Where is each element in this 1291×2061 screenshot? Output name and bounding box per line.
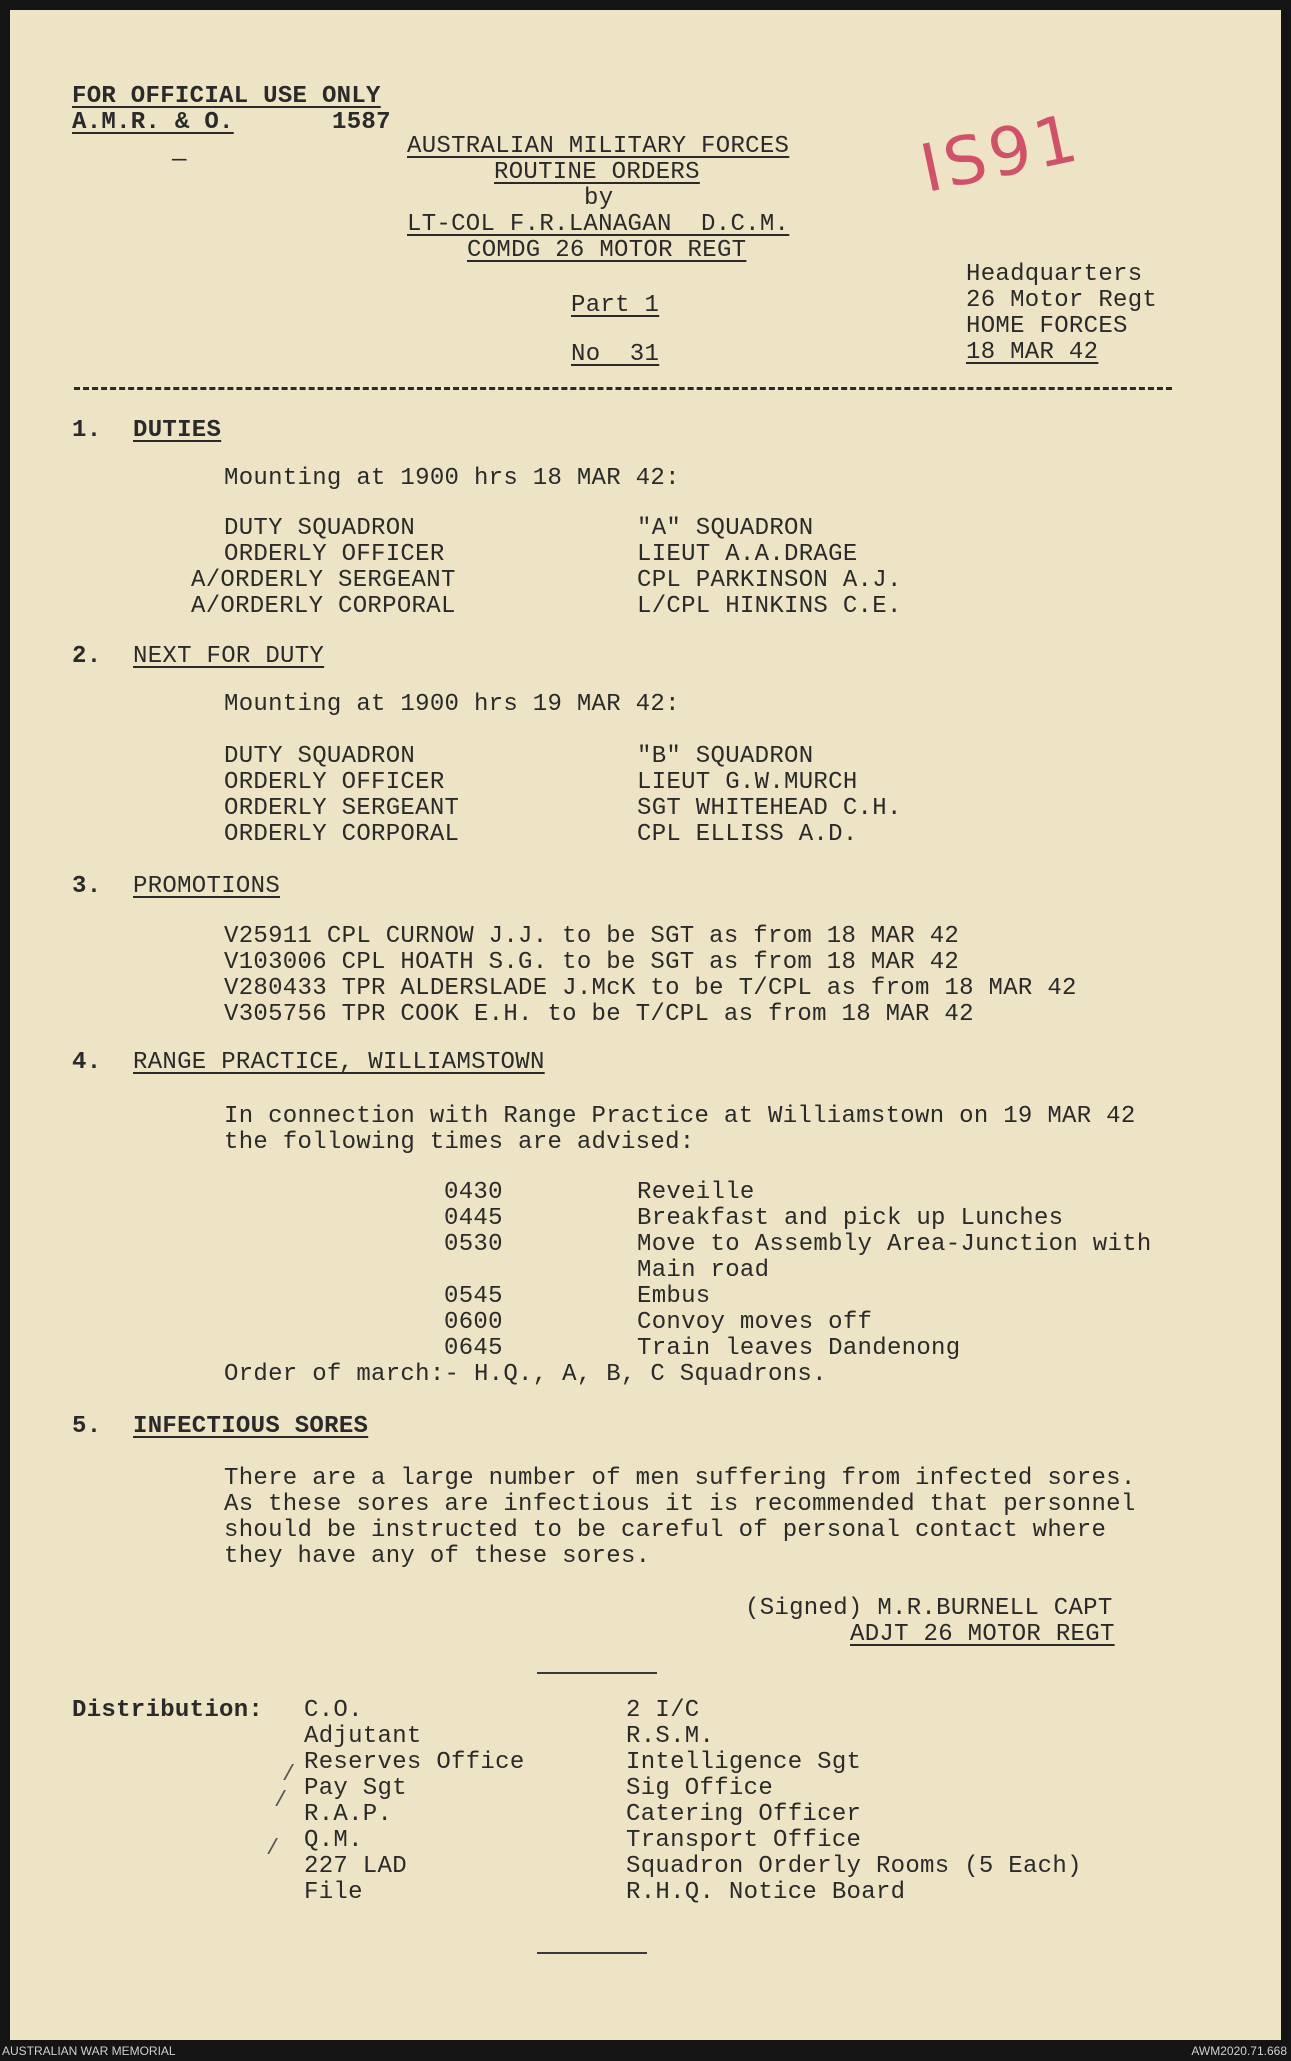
infection-notice-line: There are a large number of men suffering from infected sores. <box>224 1465 1136 1492</box>
distribution-right-item: Intelligence Sgt <box>626 1749 862 1776</box>
distribution-right-item: R.S.M. <box>626 1723 715 1750</box>
schedule-time: 0530 <box>444 1231 503 1258</box>
distribution-left-item: C.O. <box>304 1697 363 1724</box>
schedule-event: Embus <box>637 1283 711 1310</box>
section-1-number: 1. <box>72 417 102 444</box>
by-label: by <box>584 185 614 212</box>
forces-title: AUSTRALIAN MILITARY FORCES <box>407 133 790 160</box>
schedule-event: Move to Assembly Area-Junction with <box>637 1231 1152 1258</box>
section-4-intro: the following times are advised: <box>224 1129 695 1156</box>
schedule-time: 0600 <box>444 1309 503 1336</box>
distribution-left-item: Pay Sgt <box>304 1775 407 1802</box>
section-3-title: PROMOTIONS <box>133 873 281 900</box>
distribution-left-item: Reserves Office <box>304 1749 525 1776</box>
signature-divider <box>537 1672 657 1674</box>
distribution-left-item: Adjutant <box>304 1723 422 1750</box>
distribution-right-item: Squadron Orderly Rooms (5 Each) <box>626 1853 1082 1880</box>
duty-role: A/ORDERLY SERGEANT <box>191 567 456 594</box>
signed-by: (Signed) M.R.BURNELL CAPT <box>745 1595 1113 1622</box>
promotion-line: V103006 CPL HOATH S.G. to be SGT as from 18 MAR 42 <box>224 949 960 976</box>
colonel-name: LT-COL F.R.LANAGAN D.C.M. <box>407 211 790 238</box>
duty-role: ORDERLY CORPORAL <box>224 821 460 848</box>
schedule-event: Convoy moves off <box>637 1309 873 1336</box>
comdg-line: COMDG 26 MOTOR REGT <box>467 237 747 264</box>
march-order: Order of march:- H.Q., A, B, C Squadrons. <box>224 1361 827 1388</box>
official-use-label: FOR OFFICIAL USE ONLY <box>72 83 381 110</box>
duty-role: DUTY SQUADRON <box>224 515 416 542</box>
duty-name: L/CPL HINKINS C.E. <box>637 593 902 620</box>
schedule-event: Breakfast and pick up Lunches <box>637 1205 1064 1232</box>
distribution-right-item: Sig Office <box>626 1775 774 1802</box>
section-2-title: NEXT FOR DUTY <box>133 643 325 670</box>
schedule-event: Reveille <box>637 1179 755 1206</box>
section-4-number: 4. <box>72 1049 102 1076</box>
promotion-line: V305756 TPR COOK E.H. to be T/CPL as from 18 MAR 42 <box>224 1001 974 1028</box>
section-1-title: DUTIES <box>133 417 222 444</box>
schedule-time: 0645 <box>444 1335 503 1362</box>
distribution-label: Distribution: <box>72 1697 264 1724</box>
header-divider <box>74 387 1172 390</box>
hq-date: 18 MAR 42 <box>966 339 1099 366</box>
section-2-intro: Mounting at 1900 hrs 19 MAR 42: <box>224 691 680 718</box>
schedule-event: Train leaves Dandenong <box>637 1335 961 1362</box>
section-2-number: 2. <box>72 643 102 670</box>
infection-notice-line: As these sores are infectious it is recommended that personnel <box>224 1491 1136 1518</box>
distribution-right-item: Catering Officer <box>626 1801 862 1828</box>
signature-title: ADJT 26 MOTOR REGT <box>850 1621 1115 1648</box>
distribution-right-item: R.H.Q. Notice Board <box>626 1879 906 1906</box>
footer-bar <box>0 2040 1291 2061</box>
duty-name: CPL ELLISS A.D. <box>637 821 858 848</box>
hq-line-1: Headquarters <box>966 261 1143 288</box>
part-label: Part 1 <box>571 292 660 319</box>
footer-accession: AWM2020.71.668 <box>1191 2044 1287 2058</box>
distribution-left-item: Q.M. <box>304 1827 363 1854</box>
pencil-tick-mark: / <box>282 1762 296 1787</box>
distribution-left-item: 227 LAD <box>304 1853 407 1880</box>
schedule-time: 0545 <box>444 1283 503 1310</box>
schedule-time: 0445 <box>444 1205 503 1232</box>
order-number: No 31 <box>571 341 660 368</box>
pencil-tick-mark: / <box>266 1836 280 1861</box>
section-3-number: 3. <box>72 873 102 900</box>
document-page <box>10 10 1281 2040</box>
distribution-right-item: 2 I/C <box>626 1697 700 1724</box>
dash-mark: — <box>172 147 187 174</box>
duty-name: LIEUT G.W.MURCH <box>637 769 858 796</box>
infection-notice-line: should be instructed to be careful of personal contact where <box>224 1517 1107 1544</box>
hq-line-2: 26 Motor Regt <box>966 287 1158 314</box>
distribution-left-item: R.A.P. <box>304 1801 393 1828</box>
pencil-tick-mark: / <box>274 1788 288 1813</box>
promotion-line: V280433 TPR ALDERSLADE J.McK to be T/CPL as from 18 MAR 42 <box>224 975 1077 1002</box>
section-4-title: RANGE PRACTICE, WILLIAMSTOWN <box>133 1049 545 1076</box>
footer-source: AUSTRALIAN WAR MEMORIAL <box>2 2044 176 2058</box>
section-5-number: 5. <box>72 1413 102 1440</box>
duty-role: A/ORDERLY CORPORAL <box>191 593 456 620</box>
infection-notice-line: they have any of these sores. <box>224 1543 651 1570</box>
amr-reference: A.M.R. & O. <box>72 109 234 136</box>
duty-role: ORDERLY OFFICER <box>224 769 445 796</box>
end-divider <box>537 1952 647 1954</box>
distribution-right-item: Transport Office <box>626 1827 862 1854</box>
section-1-intro: Mounting at 1900 hrs 18 MAR 42: <box>224 465 680 492</box>
duty-name: SGT WHITEHEAD C.H. <box>637 795 902 822</box>
duty-name: CPL PARKINSON A.J. <box>637 567 902 594</box>
duty-role: DUTY SQUADRON <box>224 743 416 770</box>
distribution-left-item: File <box>304 1879 363 1906</box>
schedule-event: Main road <box>637 1257 770 1284</box>
amr-number: 1587 <box>332 109 391 136</box>
schedule-time: 0430 <box>444 1179 503 1206</box>
duty-name: "B" SQUADRON <box>637 743 814 770</box>
section-5-title: INFECTIOUS SORES <box>133 1413 369 1440</box>
duty-role: ORDERLY SERGEANT <box>224 795 460 822</box>
duty-name: "A" SQUADRON <box>637 515 814 542</box>
hq-line-3: HOME FORCES <box>966 313 1128 340</box>
section-4-intro: In connection with Range Practice at Williamstown on 19 MAR 42 <box>224 1103 1136 1130</box>
handwritten-stamp: IS91 <box>913 99 1088 208</box>
duty-role: ORDERLY OFFICER <box>224 541 445 568</box>
routine-orders-title: ROUTINE ORDERS <box>494 159 700 186</box>
promotion-line: V25911 CPL CURNOW J.J. to be SGT as from 18 MAR 42 <box>224 923 960 950</box>
duty-name: LIEUT A.A.DRAGE <box>637 541 858 568</box>
